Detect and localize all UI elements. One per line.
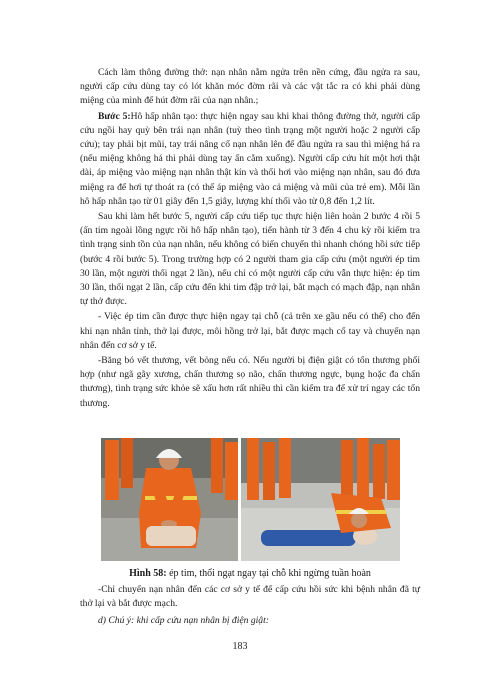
photo-rescue-breathing (241, 438, 400, 561)
figure-caption-text: ép tim, thổi ngạt ngay tại chỗ khi ngừng tuần hoàn (166, 568, 371, 579)
paragraph-bandage: -Băng bó vết thương, vết bỏng nếu có. Nếu người bị điện giật có tổn thương phối hợp (như ngã gãy xương, chấn thương sọ não, chấn thương ngực, bụng hoặc đa chấn thương), tình trạng sức khỏe sẽ xấu hơn rất nhiều thì cần kiểm tra để xử trí ngay các tổn thương. (80, 355, 420, 409)
figure-caption (80, 567, 420, 581)
paragraph-cycle: Sau khi làm hết bước 5, người cấp cứu tiếp tục thực hiện liên hoàn 2 bước 4 rồi 5 (ấn tim ngoài lồng ngực rồi hô hấp nhân tạo), tiến hành từ 3 đến 4 chu kỳ rồi kiểm tra tình trạng sinh tồn của nạn nhân, nếu không có biến chuyển thì nhanh chóng hồi sức tiếp (bước 4 rồi bước 5). Trong trường hợp có 2 người tham gia cấp cứu (một người ép tim 30 lần, một người thổi ngạt 2 lần), nếu chỉ có một người cấp cứu vẫn thực hiện: ép tim 30 lần, thổi ngạt 2 lần, cấp cứu đến khi tim đập trở lại, bắt mạch có mạch đập, nạn nhân tự thở được. (80, 211, 420, 308)
paragraph-airway: Cách làm thông đường thở: nạn nhân nằm ngửa trên nền cứng, đầu ngửa ra sau, người cấp cứu dùng tay có lót khăn móc đờm rãi và các vật tắc ra có khi phải dùng miệng của mình để hút đờm rãi của nạn nhân.; (80, 67, 420, 107)
figure-label: Hình 58: (129, 568, 167, 579)
step5-label: Bước 5: (98, 110, 131, 122)
body-text (80, 66, 420, 412)
paragraph-step5 (80, 110, 420, 209)
page-number: 183 (232, 641, 248, 652)
photo-chest-compression (101, 438, 238, 561)
paragraph-transfer: -Chỉ chuyển nạn nhân đến các cơ sở y tế để cấp cứu hồi sức khi bệnh nhân đã tự thở lại và bắt được mạch. (80, 584, 420, 610)
subheading-note: d) Chú ý: khi cấp cứu nạn nhân bị điện giật: (98, 615, 269, 627)
after-figure-text (80, 583, 420, 629)
step5-text: Hô hấp nhân tạo: thực hiện ngay sau khi khai thông đường thở, người cấp cứu ngồi hay quỳ bên trái nạn nhân (tuỳ theo tình trạng một người hoặc 2 người cấp cứu); tay phải bịt mũi, tay trái nâng cổ nạn nhân lên để đầu ngửa ra sau thì miệng há ra (nếu miệng không há thì phải dùng tay ấn cằm xuống). Người cấp cứu hít một hơi thật dài, áp miệng vào miệng nạn nhân thật kín và thổi hơi vào miệng nạn nhân, sau đó đưa miệng ra để hơi tự thoát ra (có thể áp miệng vào cả miệng và mũi của trẻ em). Mỗi lần hô hấp nhân tạo từ 01 giây đến 1,5 giây, lượng khí thổi vào từ 0,8 đến 1,2 lít. (80, 110, 421, 207)
paragraph-cpr-onsite: - Việc ép tim cần được thực hiện ngay tại chỗ (cả trên xe gầu nếu có thể) cho đến khi nạn nhân tỉnh, thở lại được, môi hồng trở lại, bắt được mạch cổ tay và chuyển nạn nhân đến cơ sở y tế. (80, 311, 420, 351)
figure-photos (101, 438, 400, 561)
